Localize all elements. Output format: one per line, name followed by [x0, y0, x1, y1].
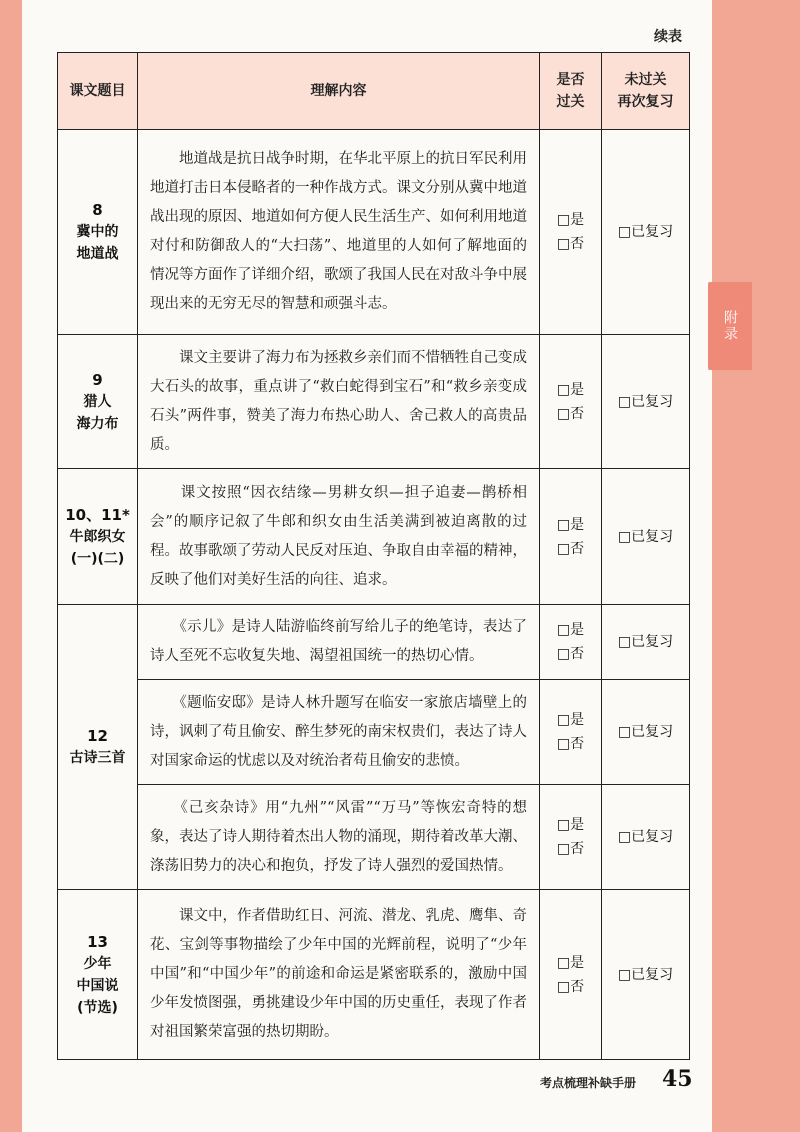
- review-checkbox[interactable]: □已复习: [602, 130, 690, 335]
- lesson-content: 地道战是抗日战争时期，在华北平原上的抗日军民利用地道打击日本侵略者的一种作战方式。课文分别从冀中地道战出现的原因、地道如何方便人民生活生产、如何利用地道对付和防御敌人的“大扫荡”、地道里的人如何了解地面的情况等方面作了详细介绍，歌颂了我国人民在对敌斗争中展现出来的无穷无尽的智慧和顽强斗志。: [138, 130, 540, 335]
- checkbox-yes[interactable]: □是: [556, 622, 585, 638]
- header-lesson-title: 课文题目: [58, 53, 138, 130]
- pass-check: [540, 605, 602, 680]
- review-table: [57, 52, 690, 1060]
- header-review-line2: 再次复习: [617, 94, 674, 110]
- table-row: [58, 890, 690, 1060]
- lesson-title: [58, 335, 138, 469]
- checkbox-yes[interactable]: □是: [556, 516, 585, 533]
- checkbox-yes[interactable]: □是: [556, 212, 585, 228]
- pass-check: [540, 335, 602, 469]
- lesson-title: [58, 130, 138, 335]
- header-row: [58, 53, 690, 130]
- lesson-title: [58, 890, 138, 1060]
- lesson-title-line: 中国说: [76, 977, 119, 994]
- appendix-side-tab: 附录: [708, 282, 752, 370]
- lesson-number: 10、11*: [65, 505, 130, 524]
- table-row: [58, 130, 690, 335]
- checkbox-yes[interactable]: □是: [556, 381, 585, 398]
- table-row: [58, 785, 690, 890]
- lesson-content: 课文按照“因衣结缘—男耕女织—担子追妻—鹊桥相会”的顺序记叙了牛郎和织女由生活美满到被迫离散的过程。故事歌颂了劳动人民反对压迫、争取自由幸福的精神，反映了他们对美好生活的向往、追求。: [138, 469, 540, 605]
- table-row: [58, 469, 690, 605]
- checkbox-no[interactable]: □否: [556, 978, 585, 995]
- page-number: 45: [662, 1066, 693, 1092]
- header-passed-line1: 是否: [556, 72, 585, 88]
- footer-title: 考点梳理补缺手册: [540, 1076, 637, 1090]
- lesson-number: 12: [87, 727, 108, 745]
- header-passed: [540, 53, 602, 130]
- checkbox-yes[interactable]: □是: [556, 954, 585, 971]
- pass-check: [540, 785, 602, 890]
- table-row: [58, 680, 690, 785]
- pass-check: [540, 130, 602, 335]
- review-checkbox[interactable]: □已复习: [602, 680, 690, 785]
- lesson-title-line: 猎人: [83, 393, 112, 410]
- checkbox-no[interactable]: □否: [556, 841, 585, 857]
- header-review: [602, 53, 690, 130]
- lesson-number: 8: [92, 201, 103, 219]
- lesson-title-line: 古诗三首: [69, 750, 126, 766]
- lesson-title-line: 地道战: [76, 246, 119, 262]
- lesson-content: 课文中，作者借助红日、河流、潜龙、乳虎、鹰隼、奇花、宝剑等事物描绘了少年中国的光辉前程，说明了“少年中国”和“中国少年”的前途和命运是紧密联系的，激励中国少年发愤图强，勇挑建设少年中国的历史重任，表现了作者对祖国繁荣富强的热切期盼。: [138, 890, 540, 1060]
- lesson-title-line: (节选): [77, 999, 118, 1016]
- checkbox-no[interactable]: □否: [556, 540, 585, 557]
- header-passed-line2: 过关: [556, 94, 585, 110]
- table-row: [58, 605, 690, 680]
- checkbox-no[interactable]: □否: [556, 236, 585, 252]
- checkbox-no[interactable]: □否: [556, 405, 585, 422]
- pass-check: [540, 890, 602, 1060]
- lesson-title: [58, 469, 138, 605]
- poem-content: 《题临安邸》是诗人林升题写在临安一家旅店墙壁上的诗，讽刺了苟且偷安、醉生梦死的南宋权贵们，表达了诗人对国家命运的忧虑以及对统治者苟且偷安的悲愤。: [138, 680, 540, 785]
- lesson-content: 课文主要讲了海力布为拯救乡亲们而不惜牺牲自己变成大石头的故事，重点讲了“救白蛇得到宝石”和“救乡亲变成石头”两件事，赞美了海力布热心助人、舍己救人的高贵品质。: [138, 335, 540, 469]
- lesson-title-line: 海力布: [76, 415, 119, 432]
- pass-check: [540, 680, 602, 785]
- lesson-number: 13: [87, 932, 108, 951]
- pass-check: [540, 469, 602, 605]
- lesson-title-line: 少年: [83, 955, 112, 972]
- poem-content: 《己亥杂诗》用“九州”“风雷”“万马”等恢宏奇特的想象，表达了诗人期待着杰出人物的涌现，期待着改革大潮、涤荡旧势力的决心和抱负，抒发了诗人强烈的爱国热情。: [138, 785, 540, 890]
- lesson-number: 9: [92, 370, 103, 389]
- lesson-title: [58, 605, 138, 890]
- lesson-title-line: 牛郎织女: [69, 528, 126, 545]
- checkbox-no[interactable]: □否: [556, 736, 585, 752]
- review-checkbox[interactable]: □已复习: [602, 469, 690, 605]
- continued-label: 续表: [654, 29, 682, 45]
- checkbox-yes[interactable]: □是: [556, 817, 585, 833]
- header-content: 理解内容: [138, 53, 540, 130]
- checkbox-yes[interactable]: □是: [556, 712, 585, 728]
- review-checkbox[interactable]: □已复习: [602, 890, 690, 1060]
- lesson-title-line: (一)(二): [70, 550, 125, 567]
- checkbox-no[interactable]: □否: [556, 646, 585, 662]
- poem-content: 《示儿》是诗人陆游临终前写给儿子的绝笔诗，表达了诗人至死不忘收复失地、渴望祖国统一的热切心情。: [138, 605, 540, 680]
- review-checkbox[interactable]: □已复习: [602, 335, 690, 469]
- review-checkbox[interactable]: □已复习: [602, 605, 690, 680]
- lesson-title-line: 冀中的: [76, 224, 119, 240]
- table-row: [58, 335, 690, 469]
- review-checkbox[interactable]: □已复习: [602, 785, 690, 890]
- header-review-line1: 未过关: [624, 72, 667, 88]
